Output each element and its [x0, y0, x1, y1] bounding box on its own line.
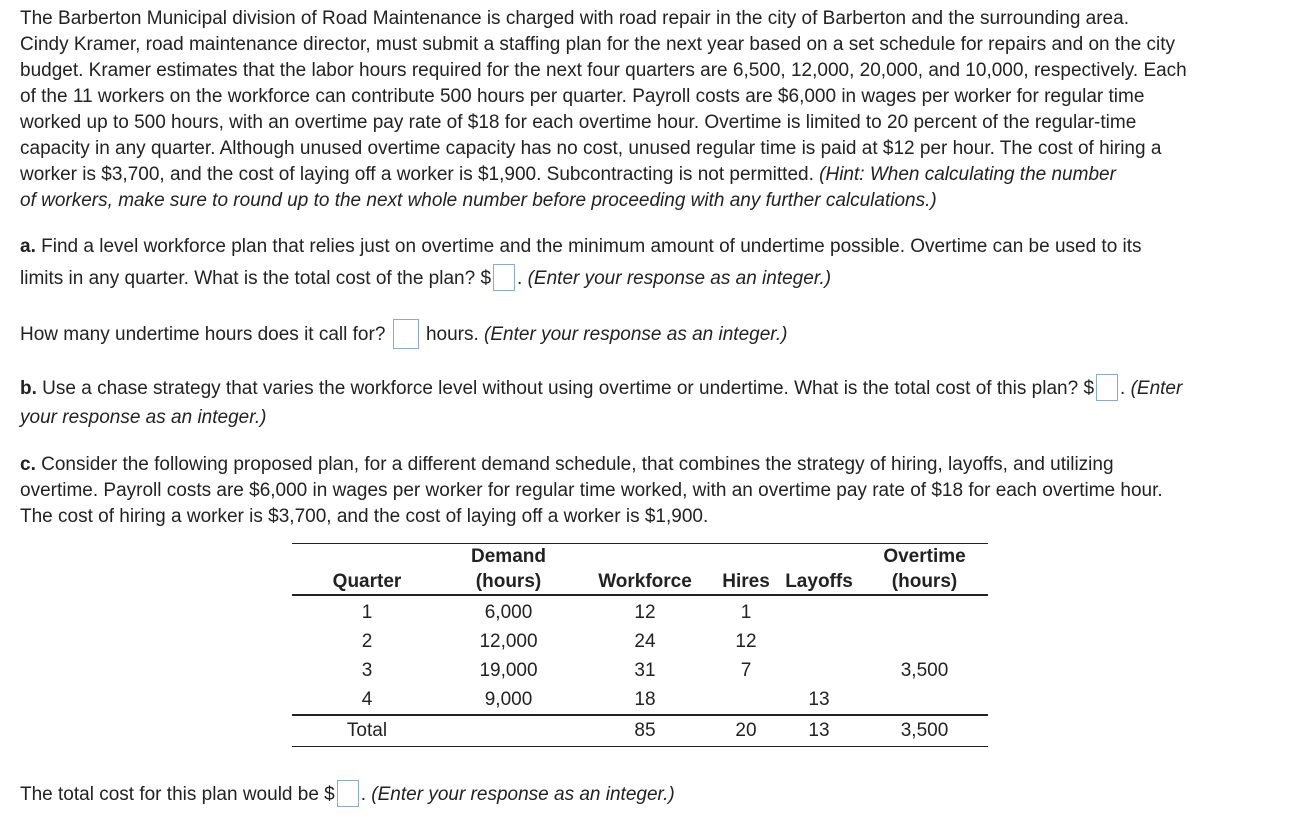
part-c-line-3: The cost of hiring a worker is $3,700, and the cost of laying off a worker is $1,900.: [20, 506, 709, 527]
header-top-overtime: Overtime: [861, 544, 988, 570]
part-c-line-2: overtime. Payroll costs are $6,000 in wages per worker for regular time worked, with an overtime pay rate of $18 for each overtime hour.: [20, 480, 1163, 501]
total-overtime: 3,500: [861, 715, 988, 747]
cell-workforce: 18: [634, 689, 656, 710]
part-a-cost-answer-box[interactable]: [493, 264, 515, 291]
header-top-hires: [715, 544, 777, 570]
cell-demand: 6,000: [484, 602, 533, 623]
intro-hint-start: (Hint: When calculating the number: [819, 164, 1116, 185]
cell-demand: 9,000: [484, 689, 533, 710]
final-hint: (Enter your response as an integer.): [371, 784, 675, 805]
cell-quarter: 3: [361, 660, 373, 681]
part-b-cost-answer-box[interactable]: [1096, 374, 1118, 401]
part-a-cost-hint: (Enter your response as an integer.): [527, 268, 832, 289]
part-c-text-1: Consider the following proposed plan, for a different demand schedule, that combines the strategy of hiring, layoffs, and utilizing: [35, 454, 1114, 475]
intro-line-7: [20, 162, 1116, 188]
part-b-hint-end: your response as an integer.): [20, 407, 267, 428]
intro-hint-end: of workers, make sure to round up to the next whole number before proceeding with any further calculations.): [20, 190, 937, 211]
cell-hires: 12: [735, 631, 757, 652]
part-a-undertime-hint: (Enter your response as an integer.): [484, 324, 788, 345]
total-hires: 20: [715, 715, 777, 747]
intro-line-6: capacity in any quarter. Although unused overtime capacity has no cost, unused regular time is paid at $12 per hour. The cost of hiring a: [20, 138, 1162, 159]
header-top-layoffs: [777, 544, 861, 570]
cell-layoffs: 13: [808, 689, 830, 710]
final-sep: .: [360, 784, 372, 805]
final-cost-answer-box[interactable]: [337, 780, 359, 807]
intro-line-4: of the 11 workers on the workforce can contribute 500 hours per quarter. Payroll costs are $6,000 in wages per worker for regular time: [20, 86, 1145, 107]
table-row: [292, 685, 988, 715]
part-a-line-2: [20, 264, 831, 292]
header-top-workforce: [575, 544, 715, 570]
part-a-cost-sep: .: [517, 268, 528, 289]
intro-line-2: Cindy Kramer, road maintenance director, must submit a staffing plan for the next year based on a set schedule for repairs and on the city: [20, 34, 1176, 55]
table-header-row-bottom: [292, 569, 988, 595]
table-header-row-top: [292, 544, 988, 570]
part-a-label: a.: [20, 236, 36, 257]
header-top-demand: Demand: [442, 544, 575, 570]
table-row: [292, 656, 988, 685]
cell-layoffs: [777, 656, 861, 685]
table-total-row: [292, 715, 988, 747]
cell-workforce: 31: [634, 660, 656, 681]
intro-line-5: worked up to 500 hours, with an overtime pay rate of $18 for each overtime hour. Overtime is limited to 20 percent of the regular-time: [20, 112, 1137, 133]
cell-overtime: 3,500: [900, 660, 949, 681]
intro-line-7-text: worker is $3,700, and the cost of laying off a worker is $1,900. Subcontracting is not permitted.: [20, 164, 820, 185]
part-a-undertime-answer-box[interactable]: [393, 319, 419, 349]
plan-table-container: [292, 543, 988, 747]
total-workforce: 85: [575, 715, 715, 747]
cell-workforce: 12: [634, 602, 656, 623]
part-b-question: Use a chase strategy that varies the workforce level without using overtime or undertime. What is the total cost of this plan? $: [36, 378, 1095, 399]
plan-table: [292, 543, 988, 747]
header-top-quarter: [292, 544, 442, 570]
cell-hires: 7: [740, 660, 752, 681]
part-b-line-1: [20, 374, 1182, 402]
final-prompt: The total cost for this plan would be $: [20, 784, 335, 805]
part-a-undertime-line: [20, 319, 788, 349]
part-c-line-1: [20, 452, 1114, 478]
part-b-line-2: [20, 405, 266, 431]
part-a-undertime-unit: hours.: [420, 324, 485, 345]
header-demand-hours: (hours): [442, 569, 575, 595]
cell-quarter: 1: [361, 602, 373, 623]
cell-quarter: 2: [361, 631, 373, 652]
header-workforce: Workforce: [575, 569, 715, 595]
part-a-line-1: [20, 234, 1142, 260]
final-line: [20, 780, 675, 808]
part-c-label: c.: [20, 454, 36, 475]
total-demand: [442, 715, 575, 747]
part-b-hint-start: (Enter: [1130, 378, 1183, 399]
part-a-question: Find a level workforce plan that relies just on overtime and the minimum amount of undertime possible. Overtime can be used to its: [35, 236, 1142, 257]
cell-workforce: 24: [634, 631, 656, 652]
cell-overtime: [861, 627, 988, 656]
header-hires: Hires: [715, 569, 777, 595]
intro-line-1: The Barberton Municipal division of Road Maintenance is charged with road repair in the city of Barberton and the surrounding area.: [20, 8, 1129, 29]
intro-line-3: budget. Kramer estimates that the labor hours required for the next four quarters are 6,500, 12,000, 20,000, and 10,000, respectively. Each: [20, 60, 1187, 81]
cell-overtime: [861, 685, 988, 715]
part-b-label: b.: [20, 378, 37, 399]
cell-hires: [715, 685, 777, 715]
cell-quarter: 4: [361, 689, 373, 710]
cell-hires: 1: [740, 602, 752, 623]
header-quarter: Quarter: [292, 569, 442, 595]
part-a-cost-prompt: limits in any quarter. What is the total cost of the plan? $: [20, 268, 492, 289]
total-layoffs: 13: [777, 715, 861, 747]
table-row: [292, 627, 988, 656]
cell-layoffs: [777, 627, 861, 656]
header-layoffs: Layoffs: [777, 569, 861, 595]
cell-demand: 19,000: [479, 660, 538, 681]
part-b-cost-sep: .: [1120, 378, 1131, 399]
cell-overtime: [861, 595, 988, 627]
cell-layoffs: [777, 595, 861, 627]
header-overtime-hours: (hours): [861, 569, 988, 595]
intro-line-8: [20, 188, 937, 214]
total-label: Total: [292, 715, 442, 747]
cell-demand: 12,000: [479, 631, 538, 652]
part-a-undertime-prompt: How many undertime hours does it call for?: [20, 324, 391, 345]
table-row: [292, 595, 988, 627]
